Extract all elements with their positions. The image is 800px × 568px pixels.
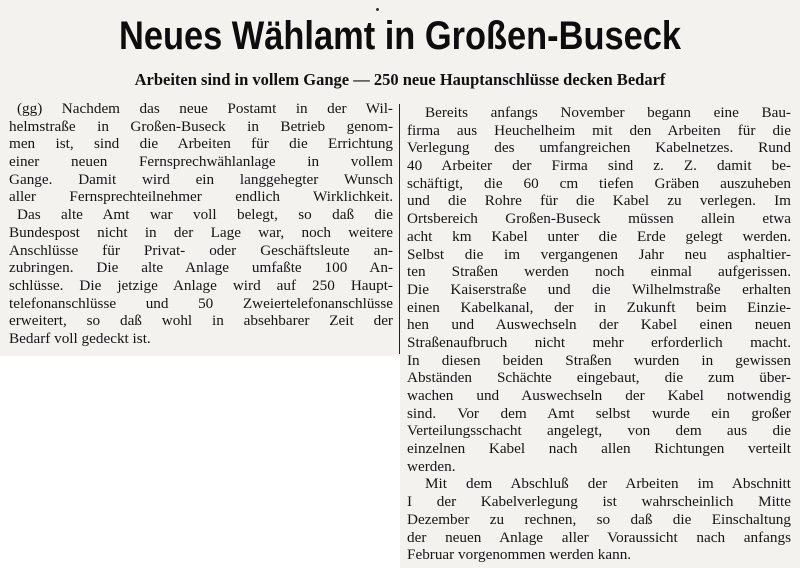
article-subheadline: Arbeiten sind in vollem Gange — 250 neue Hauptanschlüsse decken Bedarf — [134, 70, 666, 89]
blank-paper-area — [0, 356, 400, 568]
text-line: einer neuen Fernsprechwählanlage in vollem — [9, 153, 393, 171]
text-line: Straßenaufbruch nicht mehr erforderlich macht. — [407, 333, 791, 351]
text-line: Die Kaiserstraße und die Wilhelmstraße erhalten — [407, 280, 791, 298]
right-column — [407, 104, 791, 564]
text-line: firma aus Heuchelheim mit den Arbeiten für die — [407, 121, 791, 139]
text-line: Februar vorgenommen werden kann. — [407, 546, 632, 564]
text-line: Gange. Damit wird ein langgehegter Wunsch — [9, 170, 393, 188]
text-line: men ist, sind die Arbeiten für die Errichtung — [9, 135, 393, 153]
text-line: sind. Vor dem Amt selbst wurde ein großer — [407, 404, 791, 422]
text-line: Bedarf voll gedeckt ist. — [9, 329, 151, 347]
text-line: werden. — [407, 457, 456, 475]
text-line: I der Kabelverlegung ist wahrscheinlich Mitte — [407, 493, 791, 511]
text-line: schäftigt, die 60 cm tiefen Gräben auszuheben — [407, 174, 791, 192]
text-line: schlüsse. Die jetzige Anlage wird auf 250 Haupt- — [9, 276, 393, 294]
text-line: Abständen Schächte eingebaut, die zum über- — [407, 369, 791, 387]
text-line: In diesen beiden Straßen wurden in gewissen — [407, 351, 791, 369]
text-line: der neuen Anlage aller Voraussicht nach anfangs — [407, 528, 791, 546]
text-line: Selbst die im vergangenen Jahr neu asphaltier- — [407, 245, 791, 263]
column-divider — [399, 104, 400, 354]
article-headline: Neues Wählamt in Großen-Buseck — [118, 14, 681, 58]
text-line: Anschlüsse für Privat- oder Geschäftsleute an- — [9, 241, 393, 259]
text-line: Verlegung des umfangreichen Kabelnetzes. Rund — [407, 139, 791, 157]
text-line: Verteilungsschacht angelegt, von dem aus die — [407, 422, 791, 440]
text-line: aller Fernsprechteilnehmer endlich Wirklichkeit. — [9, 188, 393, 206]
print-speck — [376, 8, 379, 11]
text-line: wachen und Auswechseln der Kabel notwendig — [407, 387, 791, 404]
left-column — [9, 100, 393, 348]
text-line: acht km Kabel unter die Erde gelegt werden. — [407, 227, 791, 245]
text-line: (gg) Nachdem das neue Postamt in der Wil- — [17, 100, 393, 117]
text-line: hen und Auswechseln der Kabel einen neuen — [407, 316, 791, 334]
text-line: einzelnen Kabel nach allen Richtungen verteilt — [407, 440, 791, 458]
text-line: Ortsbereich Großen-Buseck müssen allein etwa — [407, 210, 791, 228]
text-line: telefonanschlüsse und 50 Zweiertelefonanschlüsse — [9, 294, 393, 312]
text-line: Bundespost nicht in der Lage war, noch weitere — [9, 223, 393, 241]
text-line: und die Rohre für die Kabel zu verlegen. Im — [407, 192, 791, 210]
text-line: Bereits anfangs November begann eine Bau- — [425, 104, 791, 121]
text-line: einen Kabelkanal, der in Zukunft beim Einzie- — [407, 298, 791, 316]
text-line: ten Straßen werden noch einmal aufgerissen. — [407, 263, 791, 281]
text-line: Mit dem Abschluß der Arbeiten im Abschnitt — [425, 475, 791, 493]
text-line: Dezember zu rechnen, so daß die Einschaltung — [407, 510, 791, 528]
text-line: helmstraße in Großen-Buseck in Betrieb genom- — [9, 117, 393, 135]
text-line: erweitert, so daß wohl in absehbarer Zeit der — [9, 312, 393, 330]
text-line: 40 Arbeiter der Firma sind z. Z. damit be- — [407, 157, 791, 175]
text-line: zubringen. Die alte Anlage umfaßte 100 An- — [9, 259, 393, 277]
text-line: Das alte Amt war voll belegt, so daß die — [17, 206, 393, 224]
